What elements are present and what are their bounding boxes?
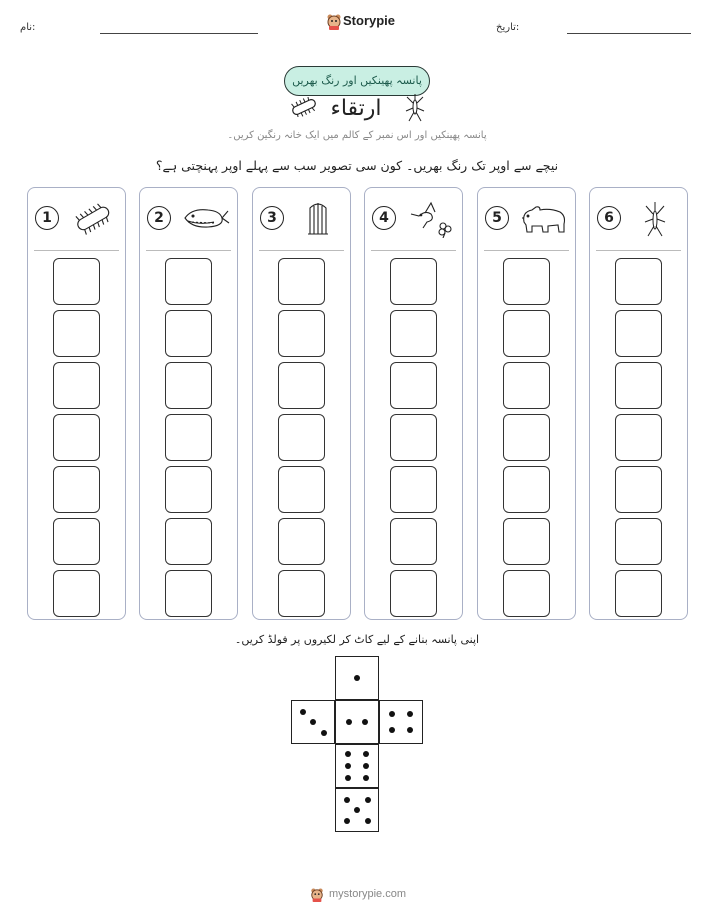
color-cell[interactable] (615, 570, 662, 617)
bear-icon (518, 198, 568, 238)
color-cell[interactable] (53, 414, 100, 461)
dice-pip (389, 727, 395, 733)
dice-pip (354, 807, 360, 813)
color-cell[interactable] (165, 466, 212, 513)
column-number: 6 (597, 206, 621, 230)
color-cell[interactable] (390, 518, 437, 565)
color-cell[interactable] (165, 362, 212, 409)
footer-url: mystorypie.com (329, 888, 407, 900)
dice-pip (407, 711, 413, 717)
dice-pip (344, 797, 350, 803)
dice-pip (362, 719, 368, 725)
color-cell[interactable] (278, 310, 325, 357)
dice-pip (321, 730, 327, 736)
color-cell[interactable] (278, 466, 325, 513)
column-number: 3 (260, 206, 284, 230)
dice-pip (300, 709, 306, 715)
dice-pip (345, 751, 351, 757)
color-cell[interactable] (53, 362, 100, 409)
color-cell[interactable] (615, 310, 662, 357)
mosquito-title-icon (404, 93, 426, 123)
color-cell[interactable] (390, 310, 437, 357)
dice-pip (365, 797, 371, 803)
color-cell[interactable] (390, 362, 437, 409)
dice-face-5 (335, 788, 379, 832)
dice-pip (363, 775, 369, 781)
dice-pip (365, 818, 371, 824)
dice-face-4 (379, 700, 423, 744)
color-cell[interactable] (165, 414, 212, 461)
dice-face-6 (335, 744, 379, 788)
color-cell[interactable] (278, 570, 325, 617)
column-3 (252, 187, 351, 620)
dice-pip (389, 711, 395, 717)
column-number: 4 (372, 206, 396, 230)
dice-pip (363, 763, 369, 769)
dice-pip (345, 775, 351, 781)
storypie-mascot-icon (326, 13, 342, 31)
column-divider (259, 250, 344, 251)
column-divider (596, 250, 681, 251)
mosquito-icon (630, 198, 680, 238)
color-cell[interactable] (278, 414, 325, 461)
color-cell[interactable] (503, 570, 550, 617)
column-4 (364, 187, 463, 620)
color-cell[interactable] (615, 258, 662, 305)
storypie-mascot-icon (310, 887, 324, 903)
cactus-icon (293, 198, 343, 238)
activity-badge: پانسہ پھینکیں اور رنگ بھریں (284, 66, 430, 96)
column-number: 5 (485, 206, 509, 230)
color-cell[interactable] (615, 362, 662, 409)
brand-logo (326, 12, 396, 32)
color-cell[interactable] (390, 570, 437, 617)
dice-pip (310, 719, 316, 725)
color-cell[interactable] (390, 414, 437, 461)
color-cell[interactable] (165, 258, 212, 305)
column-number: 1 (35, 206, 59, 230)
name-field[interactable] (100, 33, 258, 34)
column-number: 2 (147, 206, 171, 230)
color-cell[interactable] (53, 570, 100, 617)
dice-pip (345, 763, 351, 769)
date-field[interactable] (567, 33, 691, 34)
dice-face-2 (335, 700, 379, 744)
page-title: ارتقاء (330, 96, 382, 121)
dice-pip (344, 818, 350, 824)
color-cell[interactable] (503, 258, 550, 305)
color-cell[interactable] (390, 258, 437, 305)
color-cell[interactable] (165, 310, 212, 357)
color-cell[interactable] (615, 414, 662, 461)
dice-pip (407, 727, 413, 733)
color-cell[interactable] (503, 518, 550, 565)
column-divider (34, 250, 119, 251)
color-cell[interactable] (390, 466, 437, 513)
hummingbird-icon (405, 198, 455, 238)
dice-pip (354, 675, 360, 681)
bacteria-title-icon (287, 97, 321, 117)
color-cell[interactable] (503, 414, 550, 461)
color-cell[interactable] (53, 466, 100, 513)
color-cell[interactable] (503, 362, 550, 409)
brand-name: Storypie (343, 13, 396, 28)
column-5 (477, 187, 576, 620)
column-1 (27, 187, 126, 620)
column-2 (139, 187, 238, 620)
color-cell[interactable] (615, 466, 662, 513)
color-cell[interactable] (165, 570, 212, 617)
column-divider (146, 250, 231, 251)
column-divider (371, 250, 456, 251)
dice-face-1 (335, 656, 379, 700)
color-cell[interactable] (53, 258, 100, 305)
color-cell[interactable] (503, 466, 550, 513)
column-6 (589, 187, 688, 620)
whale-icon (180, 198, 230, 238)
color-cell[interactable] (278, 362, 325, 409)
dice-face-3 (291, 700, 335, 744)
color-cell[interactable] (503, 310, 550, 357)
footer (310, 887, 410, 905)
color-cell[interactable] (615, 518, 662, 565)
name-label: نام: (20, 22, 36, 33)
color-cell[interactable] (53, 310, 100, 357)
color-cell[interactable] (53, 518, 100, 565)
color-cell[interactable] (165, 518, 212, 565)
page-subtitle: پانسہ پھینکیں اور اس نمبر کے کالم میں ایک خانہ رنگین کریں۔ (227, 130, 487, 141)
dice-instruction: اپنی پانسہ بنانے کے لیے کاٹ کر لکیروں پر فولڈ کریں۔ (234, 633, 480, 646)
color-cell[interactable] (278, 258, 325, 305)
date-label: تاریخ: (496, 22, 520, 33)
bacteria-icon (68, 198, 118, 238)
dice-pip (363, 751, 369, 757)
dice-pip (346, 719, 352, 725)
column-divider (484, 250, 569, 251)
color-cell[interactable] (278, 518, 325, 565)
game-question: نیچے سے اوپر تک رنگ بھریں۔ کون سی تصویر سب سے پہلے اوپر پہنچتی ہے؟ (155, 158, 559, 173)
